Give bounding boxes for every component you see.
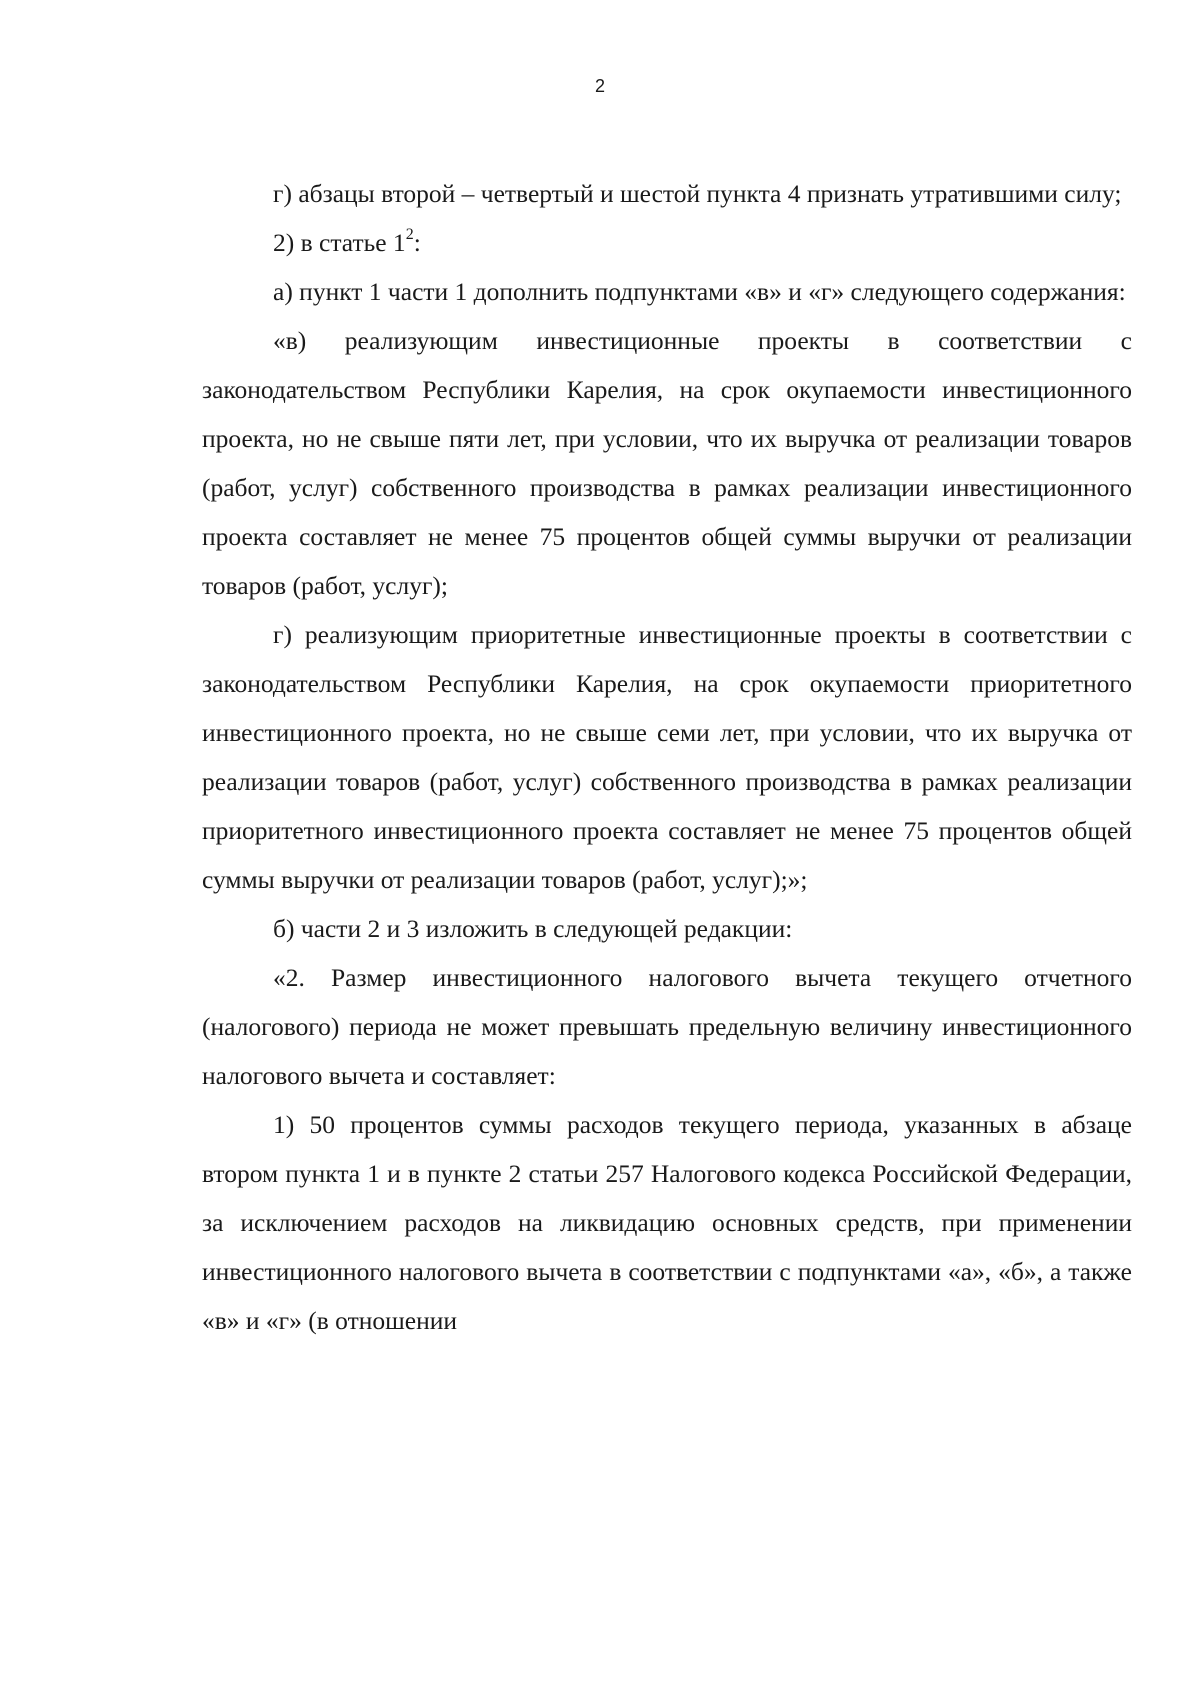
page-number: 2 <box>594 76 605 96</box>
article-superscript: 2 <box>405 225 414 243</box>
article-heading-colon: : <box>413 228 421 257</box>
paragraph-part-2: «2. Размер инвестиционного налогового вычета текущего отчетного (налогового) периода не может превышать предельную величину инвестиционного налогового вычета и составляет: <box>202 963 1132 1090</box>
paragraph-subclause-g: г) реализующим приоритетные инвестиционные проекты в соответствии с законодательством Республики Карелия, на срок окупаемости приоритетного инвестиционного проекта, но не свыше семи лет, при условии, что их выручка от реализации товаров (работ, услуг) собственного производства в рамках реализации приоритетного инвестиционного проекта составляет не менее 75 процентов общей суммы выручки от реализации товаров (работ, услуг);»; <box>202 620 1132 894</box>
paragraph-repeal-clause: г) абзацы второй – четвертый и шестой пункта 4 признать утратившими силу; <box>273 179 1122 208</box>
paragraph-article-heading <box>202 218 1132 267</box>
paragraph-amendment-a: а) пункт 1 части 1 дополнить подпунктами «в» и «г» следующего содержания: <box>273 277 1126 306</box>
document-body <box>202 169 1132 1345</box>
paragraph-subclause-v: «в) реализующим инвестиционные проекты в соответствии с законодательством Республики Карелия, на срок окупаемости инвестиционного проекта, но не свыше пяти лет, при условии, что их выручка от реализации товаров (работ, услуг) собственного производства в рамках реализации инвестиционного проекта составляет не менее 75 процентов общей суммы выручки от реализации товаров (работ, услуг); <box>202 326 1132 600</box>
article-heading-text: 2) в статье 1 <box>273 228 406 257</box>
paragraph-amendment-b: б) части 2 и 3 изложить в следующей редакции: <box>273 914 793 943</box>
paragraph-item-1: 1) 50 процентов суммы расходов текущего периода, указанных в абзаце втором пункта 1 и в пункте 2 статьи 257 Налогового кодекса Российской Федерации, за исключением расходов на ликвидацию основных средств, при применении инвестиционного налогового вычета в соответствии с подпунктами «а», «б», а также «в» и «г» (в отношении <box>202 1110 1132 1335</box>
